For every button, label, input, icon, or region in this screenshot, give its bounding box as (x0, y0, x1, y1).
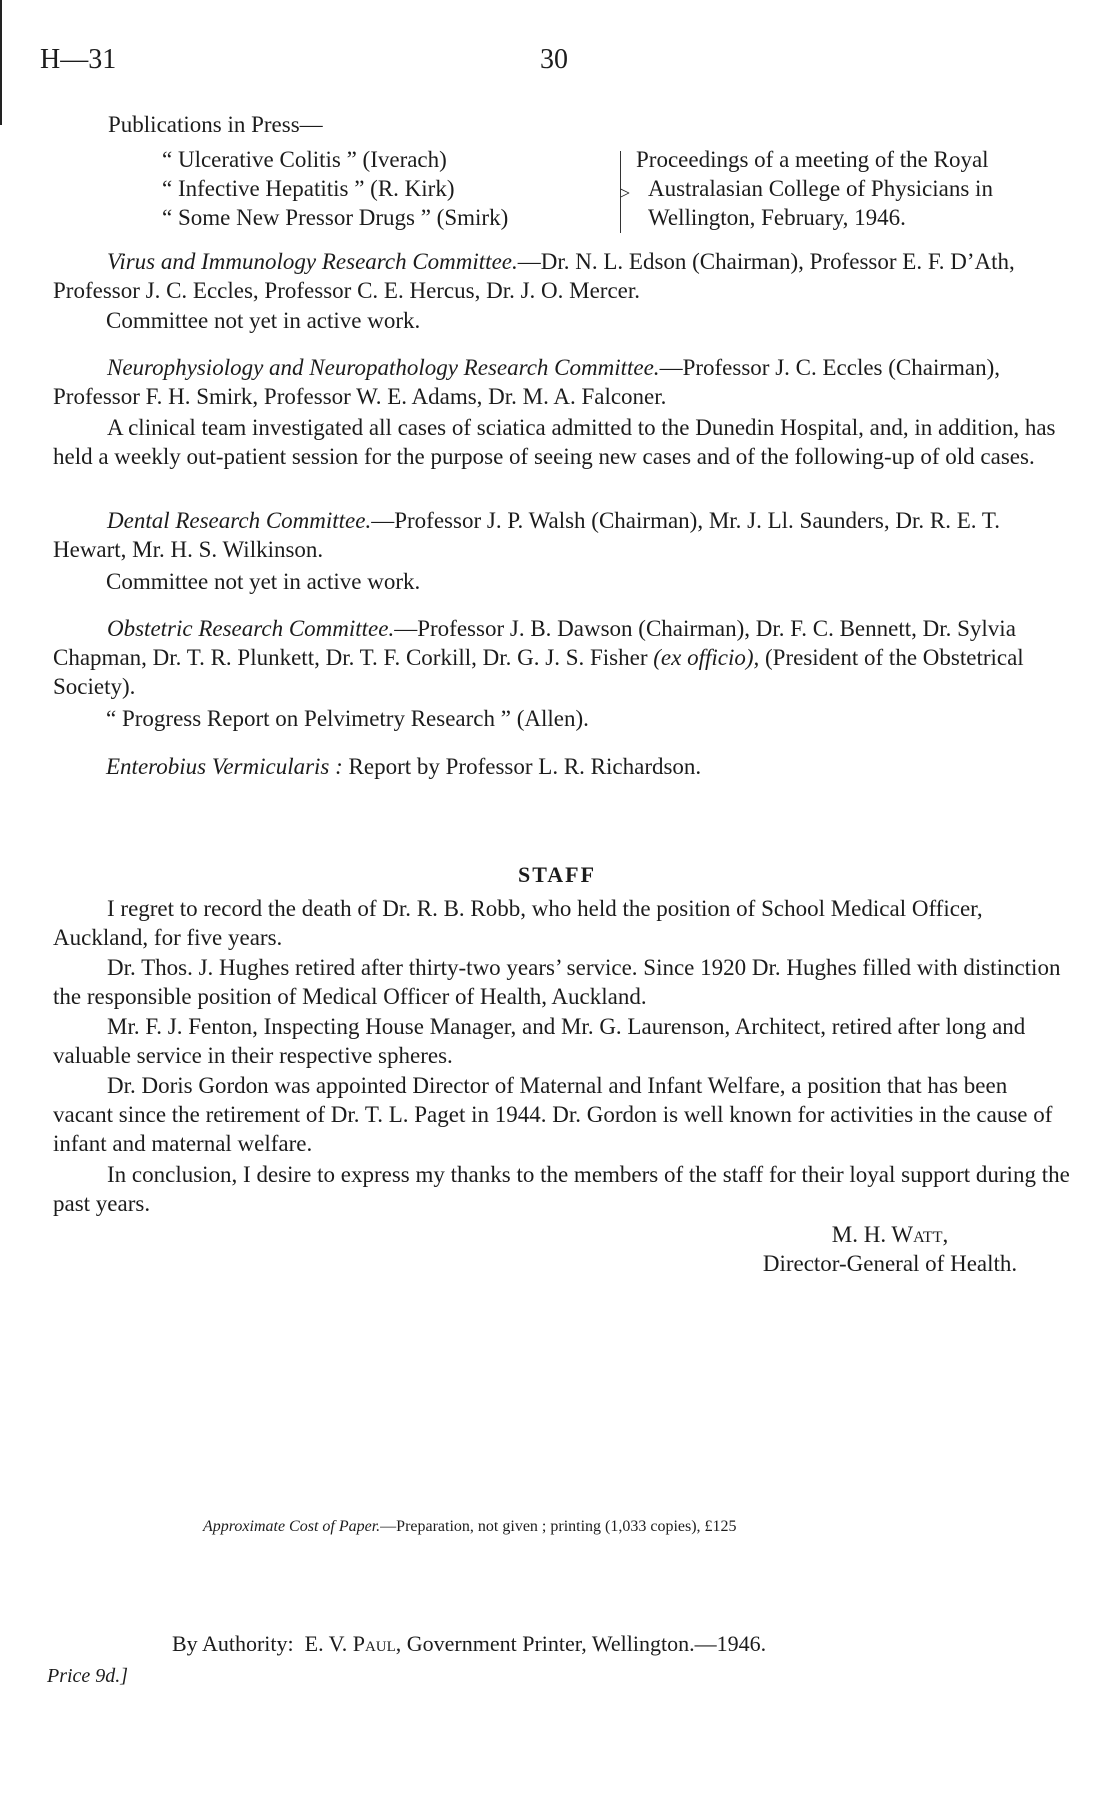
virus-committee-paragraph (53, 247, 1071, 305)
staff-paragraph: Dr. Doris Gordon was appointed Director of Maternal and Infant Welfare, a position that has been vacant since the retirement of Dr. T. L. Paget in 1944. Dr. Gordon is well known for activities in the cause of infant and maternal welfare. (53, 1073, 1053, 1156)
brace-tip: > (620, 183, 631, 203)
enterobius-paragraph (106, 752, 1114, 781)
publication-item: “ Some New Pressor Drugs ” (Smirk) (162, 205, 509, 230)
staff-paragraph: I regret to record the death of Dr. R. B. Robb, who held the position of School Medical Officer, Auckland, for five years. (53, 896, 983, 950)
committee-title: Dental Research Committee. (107, 508, 372, 533)
imprint-text: Government Printer, Wellington.—1946. (401, 1631, 767, 1656)
committee-members: —Professor J. B. Dawson (Chairman), Dr. F. C. Bennett, Dr. Sylvia Chapman, Dr. T. R. Plunkett, Dr. T. F. Corkill, Dr. G. J. S. Fisher (53, 616, 1016, 670)
publication-item: “ Infective Hepatitis ” (R. Kirk) (162, 176, 455, 201)
dental-committee-note: Committee not yet in active work. (106, 569, 421, 594)
staff-paragraph: Dr. Thos. J. Hughes retired after thirty-two years’ service. Since 1920 Dr. Hughes filled with distinction the responsible position of Medical Officer of Health, Auckland. (53, 955, 1061, 1009)
topic-title: Enterobius Vermicularis : (106, 754, 343, 779)
staff-paragraph: Mr. F. J. Fenton, Inspecting House Manager, and Mr. G. Laurenson, Architect, retired after long and valuable service in their respective spheres. (53, 1014, 1026, 1068)
note-line: Proceedings of a meeting of the Royal (636, 147, 989, 172)
cost-text: —Preparation, not given ; printing (1,033 copies), £125 (380, 1518, 737, 1535)
cost-note (203, 1518, 737, 1536)
committee-members: —Professor J. P. Walsh (Chairman), Mr. J. Ll. Saunders, Dr. R. E. T. Hewart, Mr. H. S. Wilkinson. (53, 508, 1000, 562)
neuro-committee-paragraph (53, 353, 1071, 411)
publications-note (636, 145, 1070, 232)
document-code: H—31 (40, 44, 117, 75)
signature-title: Director-General of Health. (762, 1251, 1018, 1276)
obstetric-committee-note: “ Progress Report on Pelvimetry Research ” (Allen). (106, 706, 589, 731)
committee-members-cont: (President of the Obstetrical Society). (53, 645, 1024, 699)
committee-title: Neurophysiology and Neuropathology Research Committee. (107, 355, 660, 380)
publications-heading: Publications in Press— (108, 112, 323, 137)
cost-label: Approximate Cost of Paper. (203, 1518, 381, 1535)
note-line: Wellington, February, 1946. (648, 205, 906, 230)
committee-members: —Dr. N. L. Edson (Chairman), Professor E. F. D’Ath, Professor J. C. Eccles, Professor C. E. Hercus, Dr. J. O. Mercer. (53, 249, 1015, 303)
signature-name: M. H. Watt, (831, 1222, 949, 1247)
authority-label: By Authority: (172, 1631, 294, 1656)
margin-rule (0, 0, 2, 125)
obstetric-committee-paragraph (53, 614, 1071, 701)
topic-text: Report by Professor L. R. Richardson. (342, 754, 702, 779)
imprint-line (172, 1631, 766, 1657)
price-label: Price 9d.] (47, 1665, 129, 1687)
virus-committee-note: Committee not yet in active work. (106, 308, 421, 333)
dental-committee-paragraph (53, 506, 1071, 564)
committee-title: Virus and Immunology Research Committee. (107, 249, 518, 274)
publication-item: “ Ulcerative Colitis ” (Iverach) (162, 147, 447, 172)
committee-members: —Professor J. C. Eccles (Chairman), Professor F. H. Smirk, Professor W. E. Adams, Dr. M. A. Falconer. (53, 355, 1001, 409)
ex-officio-note: (ex officio), (653, 645, 760, 670)
note-line: Australasian College of Physicians in (648, 176, 993, 201)
committee-title: Obstetric Research Committee. (107, 616, 395, 641)
printer-name: E. V. Paul, (304, 1631, 402, 1656)
page-number: 30 (540, 44, 568, 75)
publications-list (162, 145, 508, 232)
staff-paragraph: In conclusion, I desire to express my thanks to the members of the staff for their loyal support during the past years. (53, 1162, 1070, 1216)
signature-block (690, 1220, 1090, 1278)
neuro-committee-note: A clinical team investigated all cases of sciatica admitted to the Dunedin Hospital, and, in addition, has held a weekly out-patient session for the purpose of seeing new cases and of the following-up of old cases. (53, 415, 1056, 469)
staff-heading: STAFF (517, 862, 597, 887)
